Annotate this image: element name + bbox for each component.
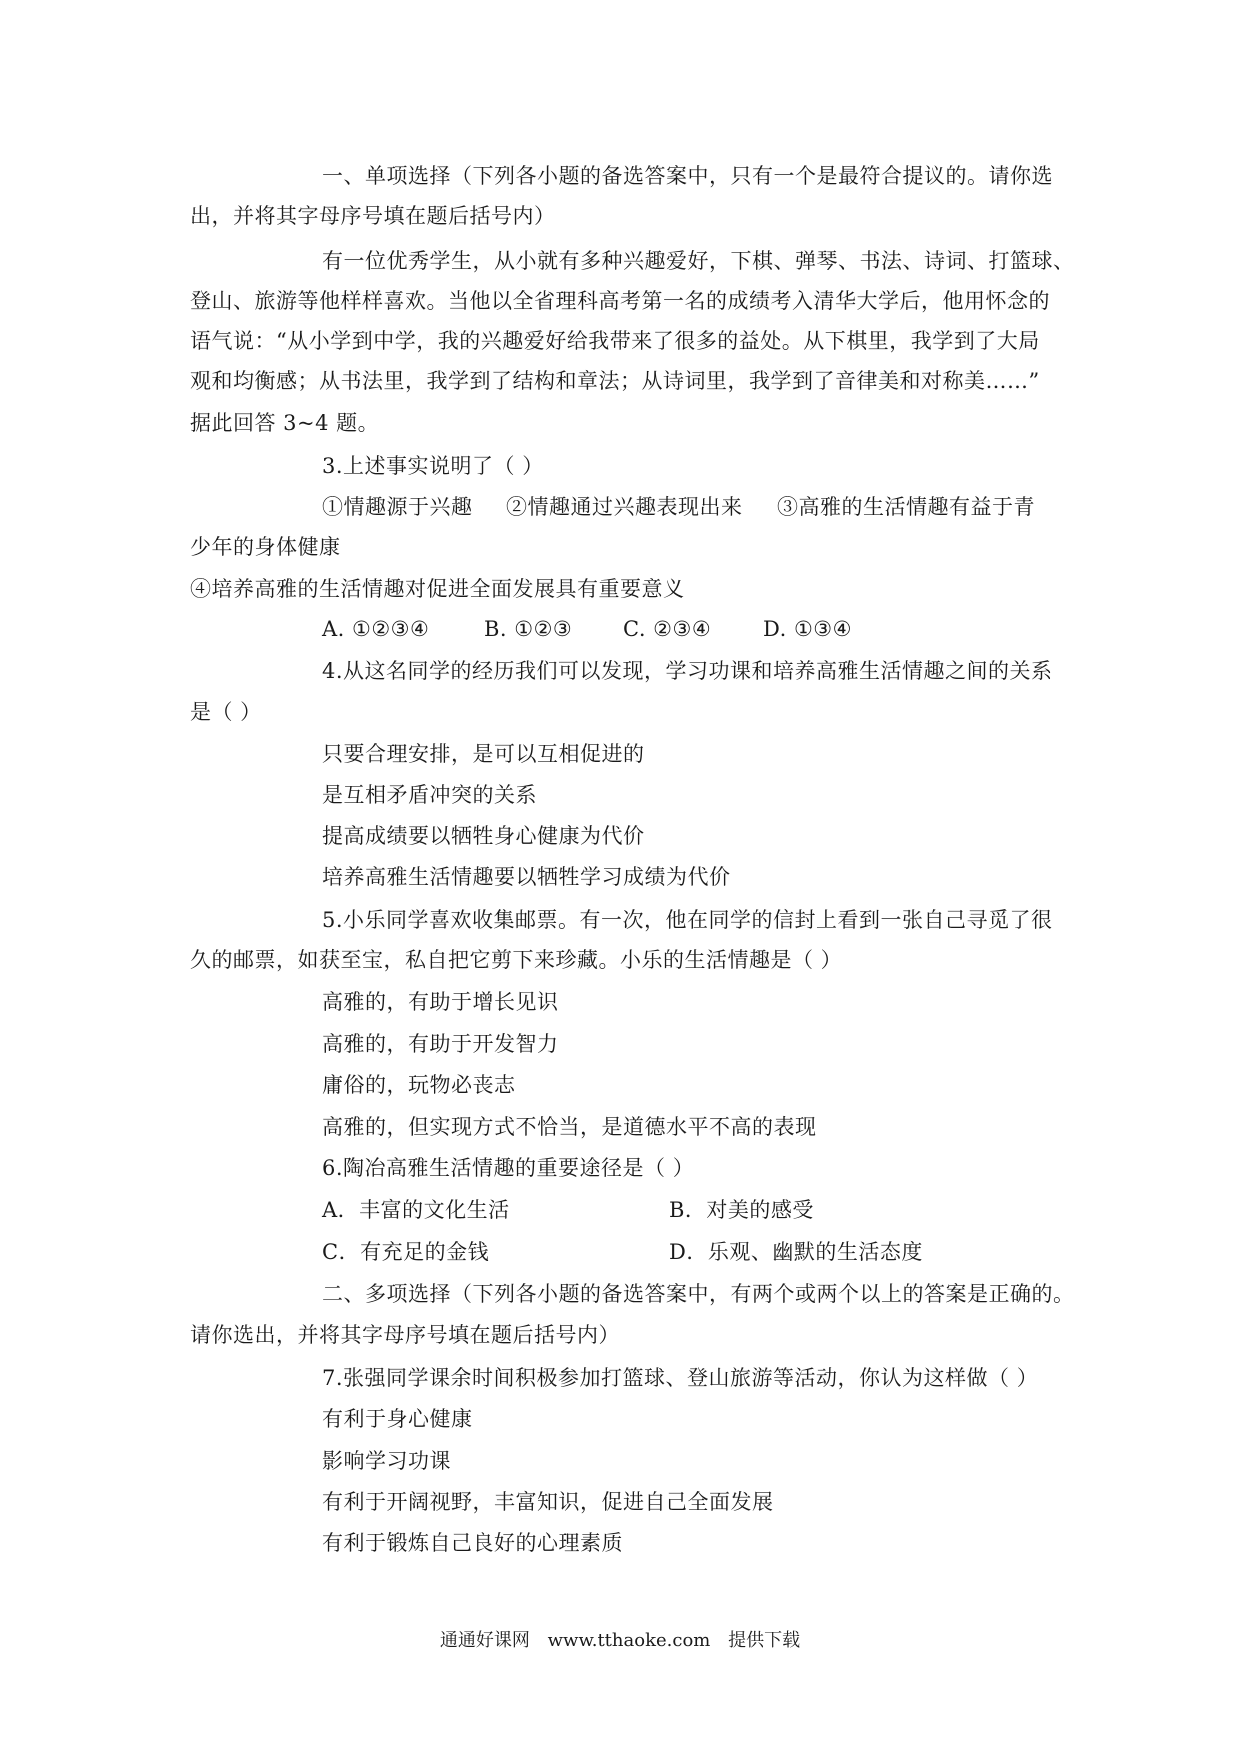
- q3-option-b: B. ①②③: [484, 617, 573, 641]
- q4-stem-line2: 是（ ）: [190, 700, 262, 724]
- passage-line2: 登山、旅游等他样样喜欢。当他以全省理科高考第一名的成绩考入清华大学后，他用怀念的: [190, 289, 1050, 313]
- q3-statement-4: ④培养高雅的生活情趣对促进全面发展具有重要意义: [190, 577, 685, 601]
- footer-tail: 提供下载: [728, 1630, 801, 1651]
- passage-line1: 有一位优秀学生，从小就有多种兴趣爱好，下棋、弹琴、书法、诗词、打篮球、: [322, 249, 1075, 273]
- footer-url: www.tthaoke.com: [547, 1630, 711, 1651]
- passage-line5: 据此回答 3~4 题。: [190, 411, 380, 435]
- q5-option-4: 高雅的，但实现方式不恰当，是道德水平不高的表现: [322, 1115, 817, 1139]
- section1-heading-line2: 出，并将其字母序号填在题后括号内）: [190, 204, 556, 228]
- q3-stem: 3.上述事实说明了（ ）: [322, 454, 544, 478]
- q3-statement-1: ①情趣源于兴趣: [322, 495, 473, 519]
- q7-option-3: 有利于开阔视野，丰富知识，促进自己全面发展: [322, 1490, 774, 1514]
- q6-option-c: C．有充足的金钱: [322, 1240, 490, 1264]
- q6-option-d: D．乐观、幽默的生活态度: [669, 1240, 923, 1264]
- q4-option-4: 培养高雅生活情趣要以牺牲学习成绩为代价: [322, 865, 731, 889]
- q6-stem: 6.陶冶高雅生活情趣的重要途径是（ ）: [322, 1156, 695, 1180]
- q5-option-3: 庸俗的，玩物必丧志: [322, 1073, 516, 1097]
- q5-option-2: 高雅的，有助于开发智力: [322, 1032, 559, 1056]
- q4-option-3: 提高成绩要以牺牲身心健康为代价: [322, 824, 645, 848]
- q5-option-1: 高雅的，有助于增长见识: [322, 990, 559, 1014]
- passage-line4: 观和均衡感；从书法里，我学到了结构和章法；从诗词里，我学到了音律美和对称美……”: [190, 369, 1040, 393]
- q7-option-2: 影响学习功课: [322, 1449, 451, 1473]
- q3-statements-row: [0, 492, 1240, 522]
- q5-stem-line2: 久的邮票，如获至宝，私自把它剪下来珍藏。小乐的生活情趣是（ ）: [190, 948, 843, 972]
- q6-option-b: B．对美的感受: [669, 1198, 814, 1222]
- q7-option-1: 有利于身心健康: [322, 1407, 473, 1431]
- q5-stem-line1: 5.小乐同学喜欢收集邮票。有一次，他在同学的信封上看到一张自己寻觅了很: [322, 908, 1053, 932]
- q3-options-row: [0, 614, 1240, 644]
- passage-line3: 语气说：“从小学到中学，我的兴趣爱好给我带来了很多的益处。从下棋里，我学到了大局: [190, 329, 1040, 353]
- q6-options-row1: [0, 1195, 1240, 1225]
- q4-stem-line1: 4.从这名同学的经历我们可以发现，学习功课和培养高雅生活情趣之间的关系: [322, 659, 1053, 683]
- footer-site-name: 通通好课网: [439, 1630, 530, 1651]
- section2-heading-line2: 请你选出，并将其字母序号填在题后括号内）: [190, 1323, 620, 1347]
- q6-options-row2: [0, 1237, 1240, 1267]
- q4-option-2: 是互相矛盾冲突的关系: [322, 783, 537, 807]
- q3-option-d: D. ①③④: [763, 617, 852, 641]
- q3-option-c: C. ②③④: [623, 617, 712, 641]
- q3-option-a: A. ①②③④: [322, 617, 430, 641]
- q3-statement-2: ②情趣通过兴趣表现出来: [506, 495, 743, 519]
- q3-statement-3-cont: 少年的身体健康: [190, 535, 341, 559]
- q3-statement-3: ③高雅的生活情趣有益于青: [777, 495, 1035, 519]
- q6-option-a: A．丰富的文化生活: [322, 1198, 510, 1222]
- q7-option-4: 有利于锻炼自己良好的心理素质: [322, 1531, 623, 1555]
- section2-heading-line1: 二、多项选择（下列各小题的备选答案中，有两个或两个以上的答案是正确的。: [322, 1282, 1075, 1306]
- section1-heading-line1: 一、单项选择（下列各小题的备选答案中，只有一个是最符合提议的。请你选: [322, 164, 1053, 188]
- page-footer: [0, 1628, 1240, 1654]
- q4-option-1: 只要合理安排，是可以互相促进的: [322, 742, 645, 766]
- q7-stem: 7.张强同学课余时间积极参加打篮球、登山旅游等活动，你认为这样做（ ）: [322, 1366, 1039, 1390]
